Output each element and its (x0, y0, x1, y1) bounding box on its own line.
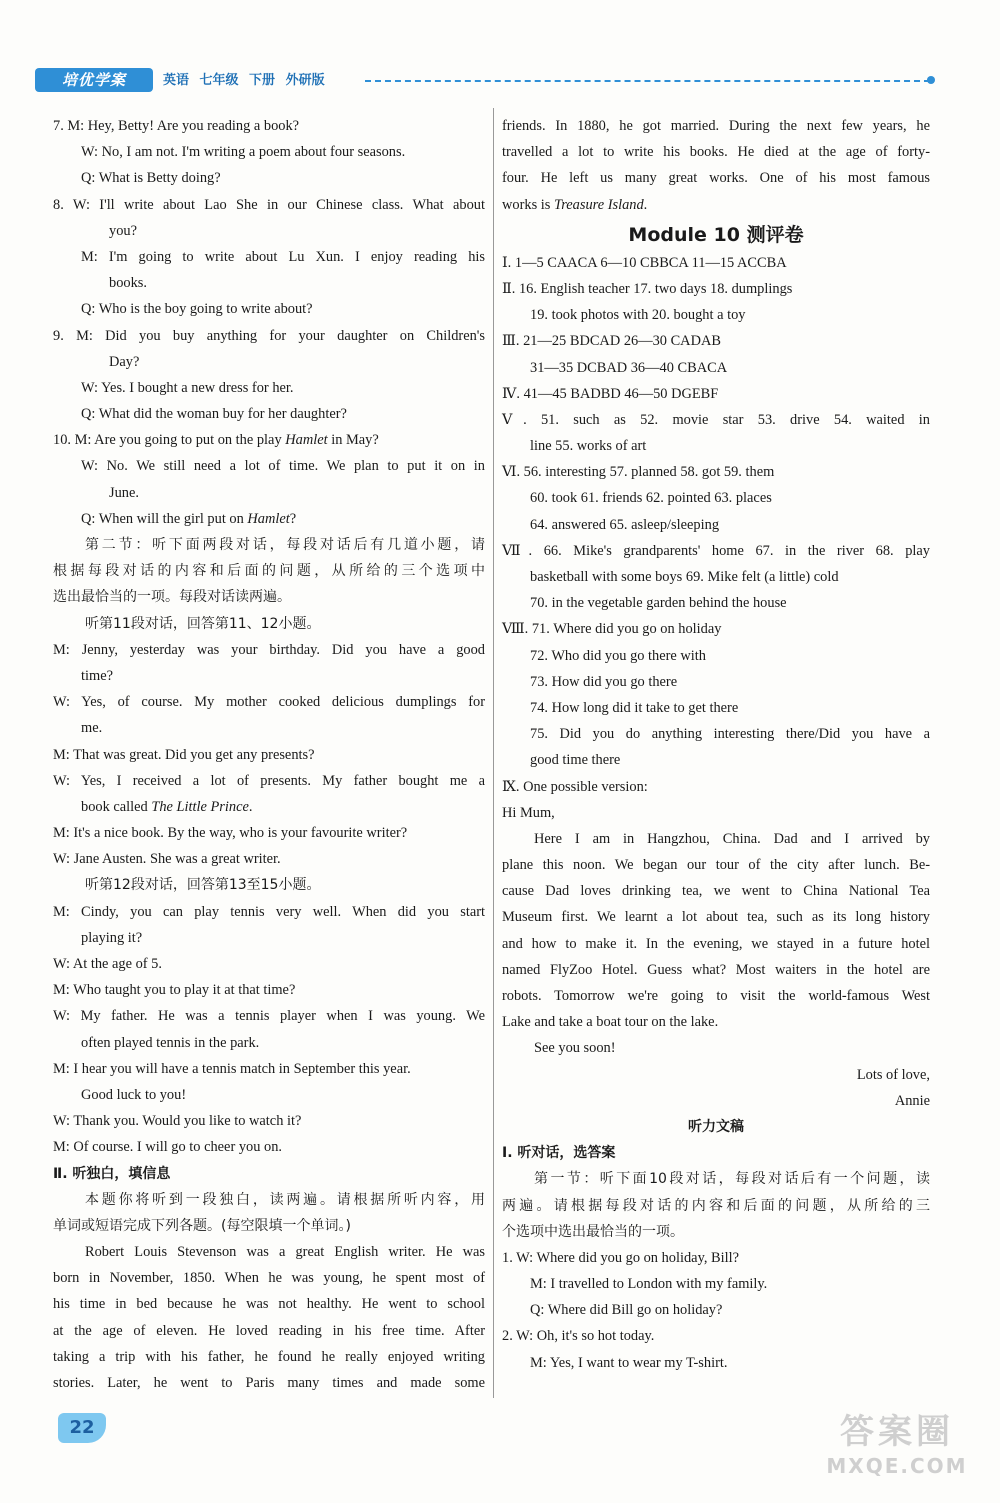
text-line: Good luck to you! (81, 1086, 187, 1103)
text-line: travelled a lot to write his books. He died at the age of forty- (502, 144, 930, 161)
text-line: often played tennis in the park. (81, 1034, 260, 1051)
text-line: W: No, I am not. I'm writing a poem about four seasons. (81, 144, 406, 161)
text-line: 64. answered 65. asleep/sleeping (530, 516, 720, 533)
text-line: plane this noon. We began our tour of the city after lunch. Be- (502, 857, 930, 874)
book-info: 英语 七年级 下册 外研版 (163, 73, 325, 88)
text-line: Ⅵ. 56. interesting 57. planned 58. got 59. them (502, 464, 775, 481)
text-line: basketball with some boys 69. Mike felt (a little) cold (530, 569, 839, 585)
text-line: M: Cindy, you can play tennis very well. When did you start (53, 903, 485, 920)
text-line: W: Yes, I received a lot of presents. My father bought me a (53, 772, 485, 789)
text-line: Q: What is Betty doing? (81, 170, 221, 187)
text-line: W: Thank you. Would you like to watch it? (53, 1113, 302, 1130)
text-line: me. (81, 720, 103, 737)
text-line: at the age of eleven. He loved reading in his free time. After (53, 1322, 485, 1339)
text-line: 8. W: I'll write about Lao She in our Chinese class. What about (53, 196, 485, 213)
text-line: Ⅲ. 21—25 BDCAD 26—30 CADAB (502, 333, 721, 350)
text-line: Hi Mum, (502, 804, 555, 821)
text-line: Ⅸ. One possible version: (502, 778, 648, 795)
text-line: 单词或短语完成下列各题。(每空限填一个单词。) (53, 1217, 351, 1234)
text-line: robots. Tomorrow we're going to visit the world-famous West (502, 988, 930, 1004)
text-line: friends. In 1880, he got married. During the next few years, he (502, 118, 930, 134)
text-line: cause Dad loves drinking tea, we went to China National Tea (502, 883, 930, 900)
text-line: 73. How did you go there (530, 673, 678, 690)
text-line: stories. Later, he went to Paris many times and made some (53, 1375, 485, 1391)
text-line: Ⅰ. 听对话，选答案 (502, 1145, 616, 1162)
text-line: 选出最恰当的一项。每段对话读两遍。 (53, 589, 291, 606)
header-dot (927, 76, 935, 84)
text-line: 听力文稿 (688, 1118, 744, 1135)
right-column-main (502, 250, 930, 1376)
text-line: 9. M: Did you buy anything for your daughter on Children's (53, 327, 485, 344)
text-line: time? (81, 667, 113, 684)
text-line: 第一节：听下面10段对话，每段对话后有一个问题，读 (534, 1171, 930, 1188)
text-line: W: At the age of 5. (53, 956, 162, 972)
text-line: Ⅷ. 71. Where did you go on holiday (502, 621, 722, 638)
text-line: M: Yes, I want to wear my T-shirt. (530, 1354, 728, 1371)
text-line: Day? (109, 353, 140, 370)
text-line: born in November, 1850. When he was young, he spent most of (53, 1270, 485, 1287)
right-column (502, 113, 930, 1376)
text-line: M: It's a nice book. By the way, who is your favourite writer? (53, 825, 408, 842)
text-line: works is Treasure Island. (502, 196, 648, 213)
text-line: Robert Louis Stevenson was a great English writer. He was (85, 1244, 485, 1261)
text-line: four. He left us many great works. One of his most famous (502, 170, 930, 187)
text-line: you? (109, 222, 137, 239)
text-line: 74. How long did it take to get there (530, 699, 739, 716)
text-line: 70. in the vegetable garden behind the house (530, 595, 787, 612)
text-line: 听第12段对话，回答第13至15小题。 (85, 877, 321, 894)
text-line: M: I travelled to London with my family. (530, 1276, 768, 1293)
watermark-line1: 答案圈 (840, 1412, 954, 1452)
text-line: Lots of love, (856, 1066, 930, 1083)
text-line: 2. W: Oh, it's so hot today. (502, 1328, 655, 1345)
text-line: Lake and take a boat tour on the lake. (502, 1014, 719, 1031)
text-line: Ⅰ. 1—5 CAACA 6—10 CBBCA 11—15 ACCBA (502, 254, 787, 271)
text-line: Annie (894, 1092, 930, 1109)
header-rule (365, 80, 930, 82)
watermark-line2: MXQE.COM (826, 1454, 968, 1478)
text-line: Ⅳ. 41—45 BADBD 46—50 DGEBF (502, 385, 719, 402)
text-line: 本题你将听到一段独白，读两遍。请根据所听内容，用 (85, 1191, 485, 1208)
left-column (53, 113, 485, 1396)
series-logo: 培优学案 (35, 68, 153, 92)
text-line: his time in bed because he was not healthy. He went to school (53, 1296, 485, 1313)
text-line: 1. W: Where did you go on holiday, Bill? (502, 1249, 740, 1266)
text-line: named FlyZoo Hotel. Guess what? Most waiters in the hotel are (502, 961, 930, 978)
right-column-top (502, 113, 930, 218)
text-line: 个选项中选出最恰当的一项。 (502, 1223, 684, 1240)
text-line: Q: Where did Bill go on holiday? (530, 1302, 723, 1319)
text-line: M: Who taught you to play it at that time? (53, 982, 296, 999)
text-line: Q: Who is the boy going to write about? (81, 301, 313, 318)
text-line: 两遍。请根据每段对话的内容和后面的问题，从所给的三 (502, 1197, 930, 1214)
text-line: 75. Did you do anything interesting there/Did you have a (530, 726, 930, 743)
text-line: 31—35 DCBAD 36—40 CBACA (530, 359, 728, 376)
text-line: 60. took 61. friends 62. pointed 63. places (530, 490, 772, 507)
text-line: 19. took photos with 20. bought a toy (530, 307, 746, 324)
text-line: Ⅱ. 听独白，填信息 (53, 1165, 171, 1182)
text-line: 听第11段对话，回答第11、12小题。 (85, 615, 321, 632)
text-line: June. (109, 484, 139, 501)
column-divider (493, 108, 494, 1398)
text-line: 7. M: Hey, Betty! Are you reading a book? (53, 118, 300, 134)
text-line: W: Yes. I bought a new dress for her. (81, 379, 294, 396)
text-line: M: Of course. I will go to cheer you on. (53, 1139, 282, 1156)
text-line: playing it? (81, 929, 143, 946)
page-header (35, 66, 940, 94)
text-line: Q: What did the woman buy for her daughter? (81, 406, 347, 423)
text-line: and how to make it. In the evening, we stayed in a future hotel (502, 935, 930, 952)
text-line: Museum first. We learnt a lot about tea, such as its long history (502, 909, 930, 926)
text-line: Here I am in Hangzhou, China. Dad and I arrived by (534, 830, 930, 847)
watermark (812, 1410, 982, 1485)
text-line: 第二节：听下面两段对话，每段对话后有几道小题，请 (85, 537, 485, 553)
text-line: M: I'm going to write about Lu Xun. I enjoy reading his (81, 248, 485, 265)
text-line: M: That was great. Did you get any presents? (53, 746, 315, 763)
text-line: Ⅶ. 66. Mike's grandparents' home 67. in the river 68. play (502, 542, 930, 559)
text-line: book called The Little Prince. (81, 798, 253, 815)
text-line: W: Jane Austen. She was a great writer. (53, 851, 281, 868)
text-line: M: I hear you will have a tennis match in September this year. (53, 1060, 411, 1077)
text-line: W: No. We still need a lot of time. We plan to put it on in (81, 458, 485, 475)
text-line: See you soon! (534, 1040, 616, 1057)
text-line: books. (109, 275, 147, 292)
text-line: good time there (530, 752, 621, 769)
text-line: M: Jenny, yesterday was your birthday. Did you have a good (53, 641, 485, 658)
text-line: 根据每段对话的内容和后面的问题，从所给的三个选项中 (53, 563, 485, 580)
text-line: Ⅴ. 51. such as 52. movie star 53. drive 54. waited in (502, 411, 930, 428)
text-line: Ⅱ. 16. English teacher 17. two days 18. dumplings (502, 280, 793, 297)
text-line: 72. Who did you go there with (530, 647, 706, 664)
text-line: line 55. works of art (530, 438, 647, 455)
text-line: taking a trip with his father, he found he really enjoyed writing (53, 1348, 485, 1365)
text-line: Q: When will the girl put on Hamlet? (81, 510, 297, 527)
text-line: W: Yes, of course. My mother cooked delicious dumplings for (53, 694, 485, 711)
page-number: 22 (58, 1413, 106, 1443)
module-title: Module 10 测评卷 (628, 223, 804, 246)
text-line: W: My father. He was a tennis player when I was young. We (53, 1008, 485, 1025)
text-line: 10. M: Are you going to put on the play Hamlet in May? (53, 432, 379, 449)
